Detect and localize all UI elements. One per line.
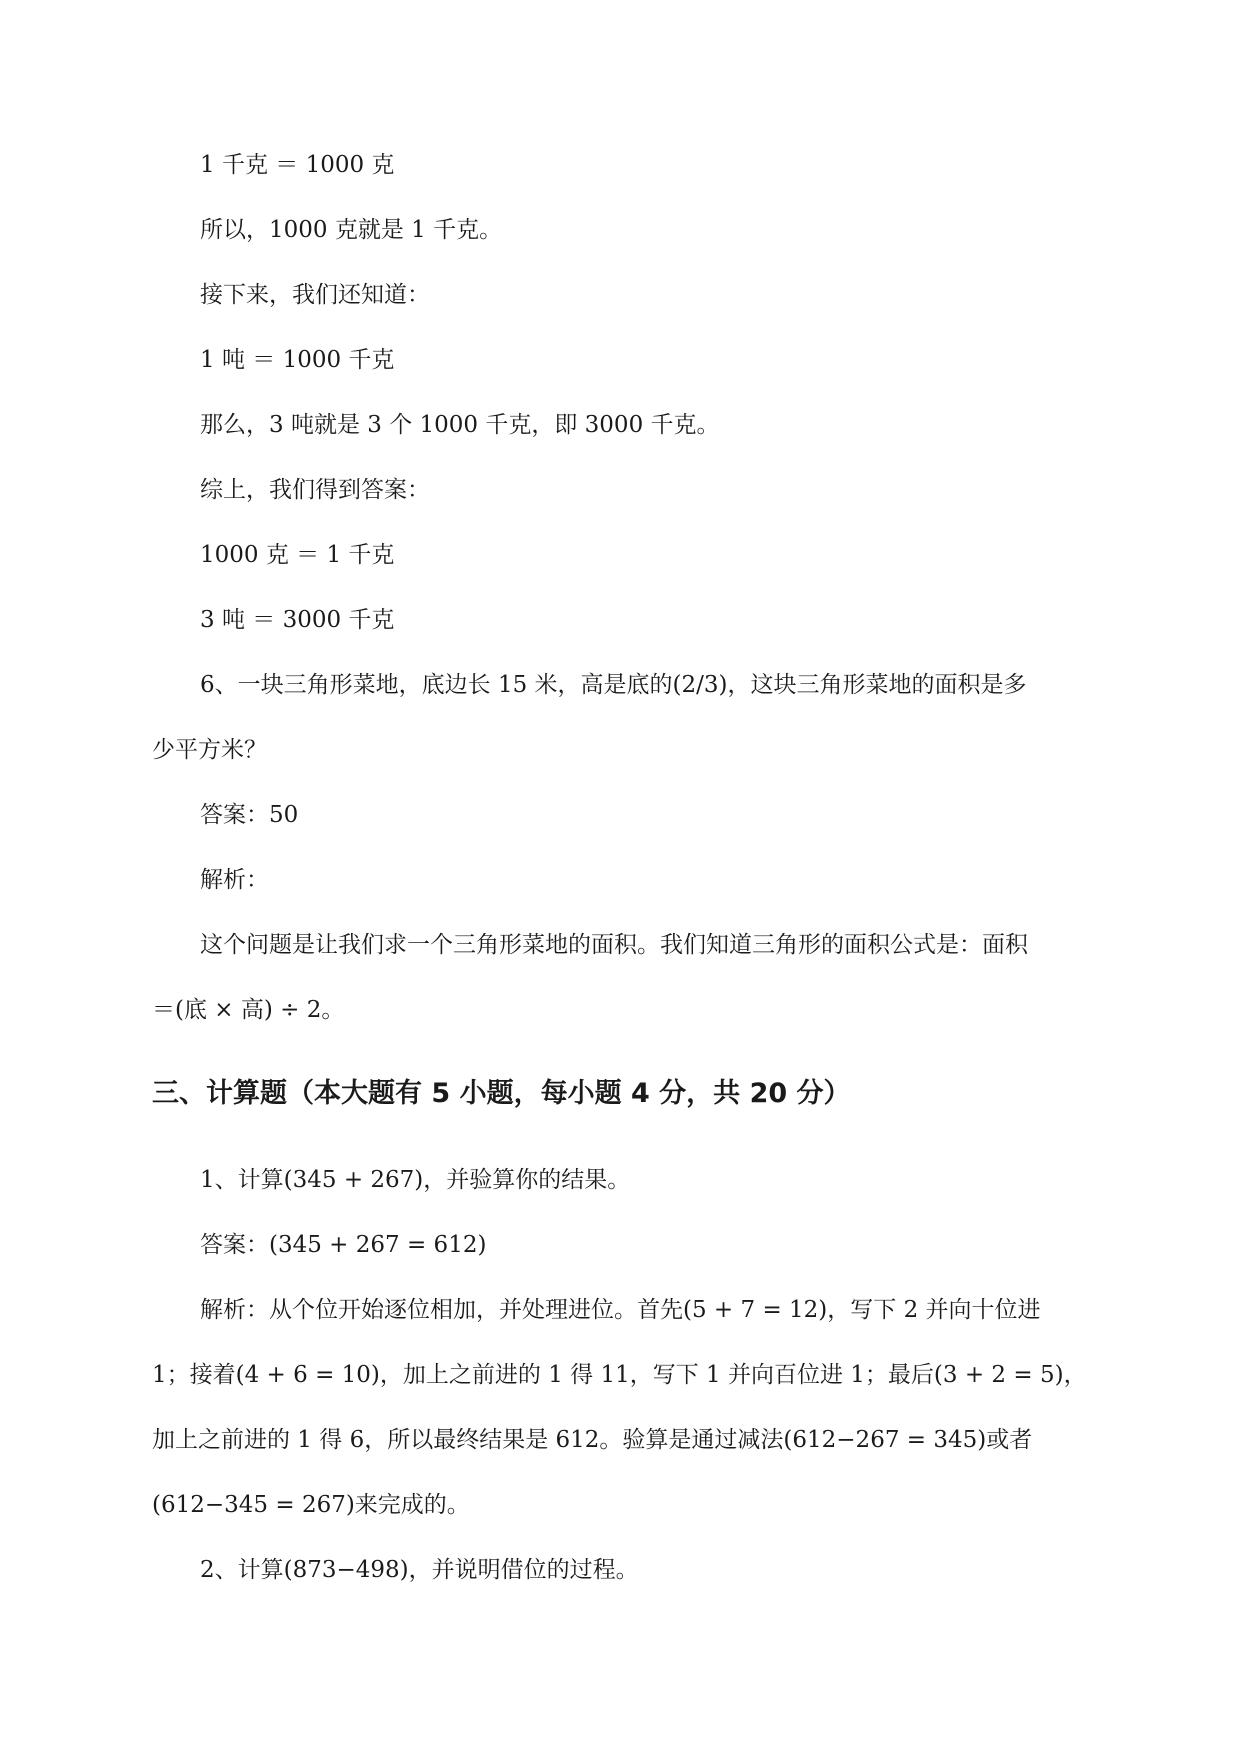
text-line-next-we-know: 接下来，我们还知道： <box>200 282 430 308</box>
calc-question-1-analysis-line-2: 1；接着(4 + 6 = 10)，加上之前进的 1 得 11，写下 1 并向百位进 1；最后(3 + 2 = 5)， <box>152 1362 1087 1388</box>
text-line-answer-3t: 3 吨 ＝ 3000 千克 <box>200 607 395 633</box>
calc-question-1-analysis-line-3: 加上之前进的 1 得 6，所以最终结果是 612。验算是通过减法(612−267 = 345)或者 <box>152 1427 1033 1453</box>
question-6-analysis-line-1: 这个问题是让我们求一个三角形菜地的面积。我们知道三角形的面积公式是：面积 <box>200 932 1028 958</box>
text-line-3t-is-3000kg: 那么，3 吨就是 3 个 1000 千克，即 3000 千克。 <box>200 412 720 438</box>
calc-question-1-analysis-line-4: (612−345 = 267)来完成的。 <box>152 1492 470 1518</box>
question-6-analysis-label: 解析： <box>200 867 269 893</box>
question-6-line-1: 6、一块三角形菜地，底边长 15 米，高是底的(2/3)，这块三角形菜地的面积是多 <box>200 672 1027 698</box>
calc-question-1-answer: 答案：(345 + 267 = 612) <box>200 1232 487 1258</box>
calc-question-1-analysis-line-1: 解析：从个位开始逐位相加，并处理进位。首先(5 + 7 = 12)，写下 2 并向十位进 <box>200 1297 1041 1323</box>
calc-question-2: 2、计算(873−498)，并说明借位的过程。 <box>200 1557 639 1583</box>
question-6-line-2: 少平方米？ <box>152 737 267 763</box>
text-line-in-summary: 综上，我们得到答案： <box>200 477 430 503</box>
question-6-answer: 答案：50 <box>200 802 299 828</box>
question-6-analysis-line-2: ＝(底 × 高) ÷ 2。 <box>152 997 345 1023</box>
text-line-so-1000g-is-1kg: 所以，1000 克就是 1 千克。 <box>200 217 503 243</box>
text-line-1kg-equals-1000g: 1 千克 ＝ 1000 克 <box>200 152 395 178</box>
calc-question-1: 1、计算(345 + 267)，并验算你的结果。 <box>200 1167 631 1193</box>
text-line-1t-equals-1000kg: 1 吨 ＝ 1000 千克 <box>200 347 395 373</box>
text-line-answer-1000g: 1000 克 ＝ 1 千克 <box>200 542 395 568</box>
section-3-heading: 三、计算题（本大题有 5 小题，每小题 4 分，共 20 分） <box>152 1078 851 1109</box>
